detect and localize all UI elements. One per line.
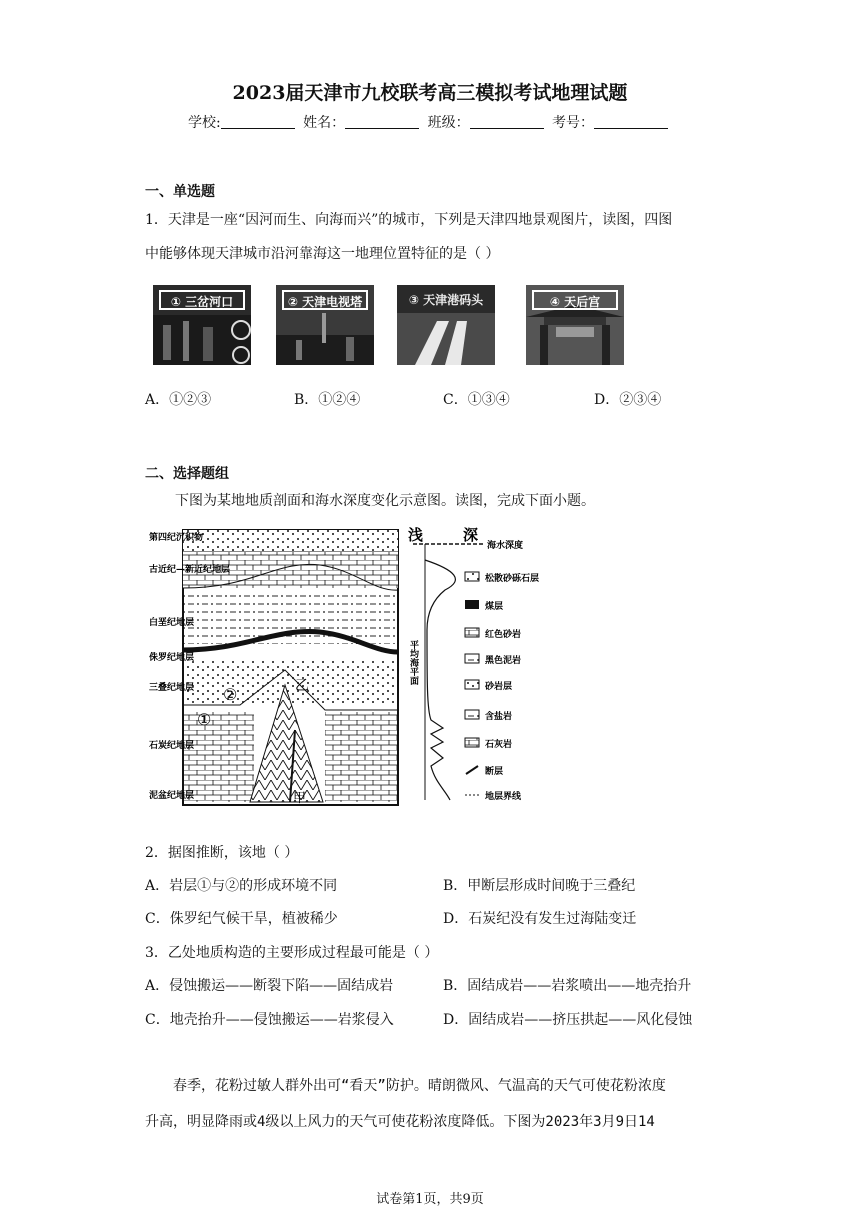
section-heading-2: 二、选择题组 [145, 466, 229, 482]
q2-option-d[interactable]: D．石炭纪没有发生过海陆变迁 [443, 911, 637, 927]
legend-6: 含盐岩 [485, 712, 513, 722]
q1-option-d[interactable]: D．②③④ [594, 392, 662, 408]
q3-option-d[interactable]: D．固结成岩——挤压拱起——风化侵蚀 [443, 1012, 693, 1028]
legend-1: 松散砂砾石层 [485, 574, 540, 584]
strata-label-5: 三叠纪地层 [149, 683, 195, 693]
q2-option-b[interactable]: B．甲断层形成时间晚于三叠纪 [443, 878, 636, 894]
legend [465, 572, 539, 802]
legend-3: 红色砂岩 [485, 630, 522, 640]
q2-stem: 2．据图推断，该地（ ） [145, 845, 299, 861]
q3-option-a[interactable]: A．侵蚀搬运——断裂下陷——固结成岩 [145, 978, 394, 994]
photo-4 [526, 285, 624, 365]
legend-2: 煤层 [485, 602, 504, 612]
q1-stem [145, 203, 725, 271]
passage-line2: 升高，明显降雨或4级以上风力的天气可使花粉浓度降低。下图为2023年3月9日14 [145, 1114, 655, 1130]
photo-3 [397, 285, 495, 365]
depth-deep: 深 [463, 526, 479, 544]
page-footer: 试卷第1页，共9页 [376, 1192, 484, 1207]
strata-label-2: 古近纪—新近纪地层 [149, 565, 231, 575]
q3-option-c[interactable]: C．地壳抬升——侵蚀搬运——岩浆侵入 [145, 1012, 394, 1028]
q2-option-c[interactable]: C．侏罗纪气候干旱，植被稀少 [145, 911, 338, 927]
field-name: 姓名： [303, 115, 346, 131]
blank-name[interactable] [345, 114, 419, 129]
q1-option-c[interactable]: C．①③④ [443, 392, 510, 408]
strata-label-4: 侏罗纪地层 [149, 653, 195, 663]
passage [145, 1068, 725, 1140]
photo-1 [153, 285, 251, 365]
passage-line1: 春季，花粉过敏人群外出可“看天”防护。晴朗微风、气温高的天气可使花粉浓度 [173, 1078, 666, 1094]
photo-1-label: ① 三岔河口 [159, 290, 245, 310]
field-number: 考号： [552, 115, 595, 131]
q3-option-b[interactable]: B．固结成岩——岩浆喷出——地壳抬升 [443, 978, 692, 994]
depth-label: 海水深度 [487, 541, 524, 551]
q1-stem-line2: 中能够体现天津城市沿河靠海这一地理位置特征的是（ ） [145, 246, 500, 262]
strata-label-1: 第四纪沉积物 [149, 533, 204, 543]
q3-stem: 3．乙处地质构造的主要形成过程最可能是（ ） [145, 945, 439, 961]
mark-1: ① [197, 710, 212, 729]
mark-yi: 乙 [295, 678, 309, 694]
field-class: 班级： [427, 115, 470, 131]
legend-9: 地层界线 [485, 792, 522, 802]
group-intro: 下图为某地地质剖面和海水深度变化示意图。读图，完成下面小题。 [175, 493, 595, 509]
exam-title: 2023届天津市九校联考高三模拟考试地理试题 [232, 82, 628, 104]
legend-5: 砂岩层 [485, 682, 513, 692]
legend-8: 断层 [485, 767, 504, 777]
student-info-line [0, 112, 860, 132]
photo-2 [276, 285, 374, 365]
blank-class[interactable] [470, 114, 544, 129]
geology-figure [145, 520, 585, 820]
q1-option-b[interactable]: B．①②④ [294, 392, 361, 408]
mark-2: ② [223, 685, 238, 704]
strata-label-3: 白垩纪地层 [149, 618, 195, 628]
strata-label-6: 石炭纪地层 [149, 741, 195, 751]
mark-jia: 甲 [293, 791, 307, 806]
depth-shallow: 浅 [408, 526, 424, 544]
legend-4: 黑色泥岩 [485, 656, 522, 666]
photo-2-label: ② 天津电视塔 [282, 290, 368, 310]
legend-7: 石灰岩 [485, 740, 513, 750]
photo-3-label: ③ 天津港码头 [408, 293, 484, 307]
q2-option-a[interactable]: A．岩层①与②的形成环境不同 [145, 878, 338, 894]
q1-option-a[interactable]: A．①②③ [145, 392, 212, 408]
photo-4-label: ④ 天后宫 [532, 290, 618, 310]
section-heading-1: 一、单选题 [145, 184, 215, 200]
blank-number[interactable] [594, 114, 668, 129]
blank-school[interactable] [221, 114, 295, 129]
sea-level-label: 平均海平面 [408, 640, 418, 685]
q1-stem-line1: 1．天津是一座“因河而生、向海而兴”的城市，下列是天津四地景观图片，读图，四图 [145, 212, 673, 228]
strata-label-7: 泥盆纪地层 [149, 791, 195, 801]
field-school: 学校: [187, 115, 221, 131]
